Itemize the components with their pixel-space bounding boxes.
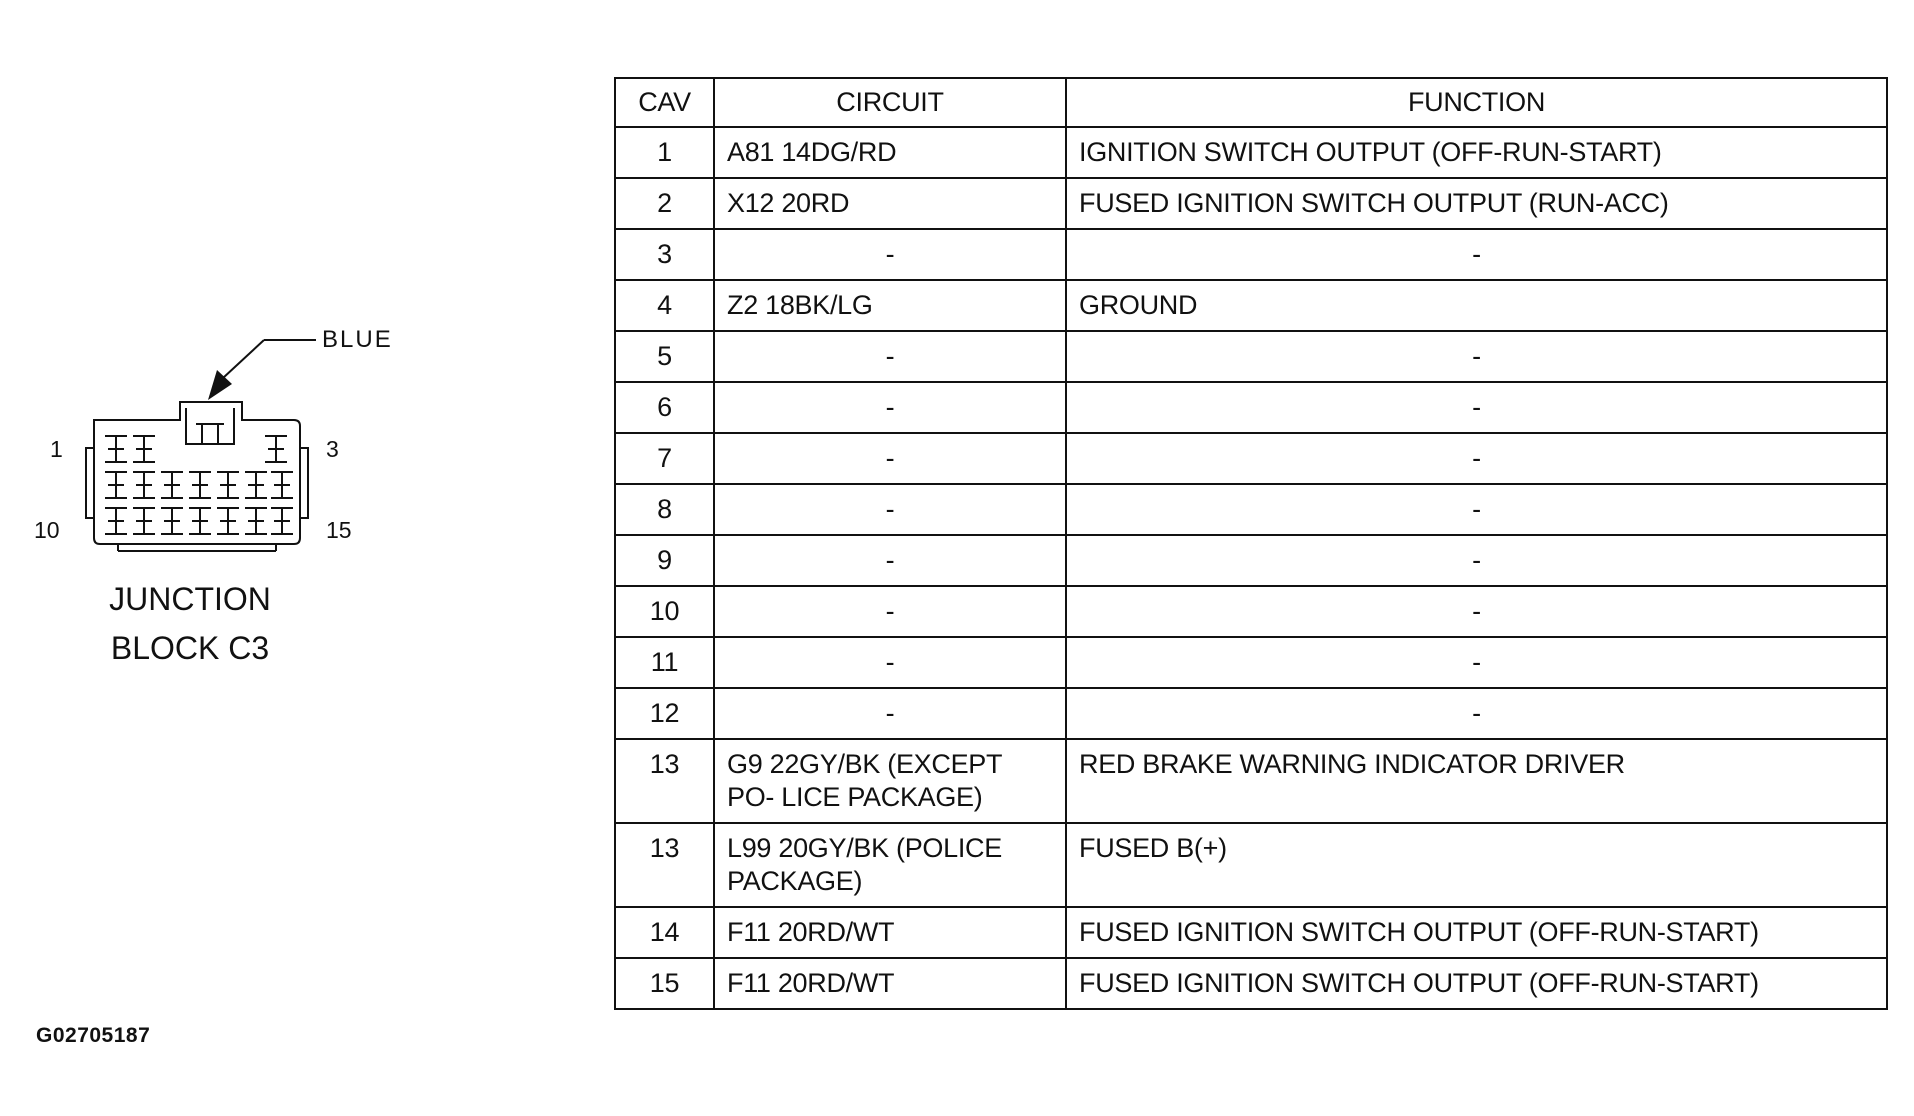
circuit-cell: - (714, 484, 1066, 535)
cav-cell: 1 (615, 127, 714, 178)
pin-label-1: 1 (50, 436, 63, 462)
circuit-cell: - (714, 688, 1066, 739)
function-cell: - (1066, 433, 1887, 484)
cav-cell: 5 (615, 331, 714, 382)
circuit-cell: F11 20RD/WT (714, 907, 1066, 958)
callout-arrow-head (208, 370, 232, 400)
table-row (615, 637, 1887, 688)
cav-cell: 2 (615, 178, 714, 229)
cav-cell: 7 (615, 433, 714, 484)
cav-cell: 4 (615, 280, 714, 331)
table-row (615, 907, 1887, 958)
cav-cell: 14 (615, 907, 714, 958)
pin-label-10: 10 (34, 517, 60, 543)
table-row (615, 331, 1887, 382)
function-cell: FUSED IGNITION SWITCH OUTPUT (RUN-ACC) (1066, 178, 1887, 229)
cavity-terminal (133, 436, 155, 462)
header-circuit: CIRCUIT (714, 78, 1066, 127)
cavity-terminal (105, 436, 127, 462)
function-cell: - (1066, 331, 1887, 382)
figure-id: G02705187 (36, 1024, 151, 1047)
circuit-cell: Z2 18BK/LG (714, 280, 1066, 331)
cavity-terminal (161, 472, 183, 498)
connector-name-line2: BLOCK C3 (110, 630, 270, 666)
circuit-cell: - (714, 229, 1066, 280)
function-cell: - (1066, 688, 1887, 739)
table-row (615, 433, 1887, 484)
cavity-terminal (133, 472, 155, 498)
cav-cell: 9 (615, 535, 714, 586)
function-cell: FUSED IGNITION SWITCH OUTPUT (OFF-RUN-START) (1066, 907, 1887, 958)
cavity-terminal (105, 472, 127, 498)
table-row (615, 484, 1887, 535)
table-row (615, 958, 1887, 1009)
cav-cell: 10 (615, 586, 714, 637)
cavity-terminal (271, 508, 293, 534)
connector-name-line1: JUNCTION (109, 581, 271, 617)
cavity-terminal (265, 436, 287, 462)
cavity-terminal (245, 508, 267, 534)
function-cell: - (1066, 229, 1887, 280)
circuit-cell: F11 20RD/WT (714, 958, 1066, 1009)
cavity-terminal (189, 508, 211, 534)
cavity-terminal (161, 508, 183, 534)
circuit-cell: L99 20GY/BK (POLICE PACKAGE) (714, 823, 1066, 907)
function-cell: - (1066, 586, 1887, 637)
cav-cell: 11 (615, 637, 714, 688)
cavity-terminal (271, 472, 293, 498)
pinout-table (614, 77, 1888, 1010)
connector-body (86, 402, 308, 551)
cavity-terminal (133, 508, 155, 534)
callout-arrow-shaft (223, 340, 264, 378)
circuit-cell: - (714, 382, 1066, 433)
function-cell: IGNITION SWITCH OUTPUT (OFF-RUN-START) (1066, 127, 1887, 178)
table-row (615, 382, 1887, 433)
function-cell: RED BRAKE WARNING INDICATOR DRIVER (1066, 739, 1887, 823)
table-row (615, 535, 1887, 586)
cavity-terminal (217, 472, 239, 498)
function-cell: GROUND (1066, 280, 1887, 331)
header-function: FUNCTION (1066, 78, 1887, 127)
circuit-cell: G9 22GY/BK (EXCEPT PO- LICE PACKAGE) (714, 739, 1066, 823)
circuit-cell: A81 14DG/RD (714, 127, 1066, 178)
function-cell: FUSED B(+) (1066, 823, 1887, 907)
connector-cavities (105, 436, 293, 534)
table-row (615, 229, 1887, 280)
pin-label-3: 3 (326, 436, 339, 462)
function-cell: - (1066, 382, 1887, 433)
function-cell: - (1066, 637, 1887, 688)
connector-diagram (20, 310, 400, 690)
cav-cell: 13 (615, 823, 714, 907)
cav-cell: 15 (615, 958, 714, 1009)
cav-cell: 13 (615, 739, 714, 823)
function-cell: - (1066, 535, 1887, 586)
table-row (615, 688, 1887, 739)
header-cav: CAV (615, 78, 714, 127)
circuit-cell: - (714, 433, 1066, 484)
circuit-cell: - (714, 586, 1066, 637)
cav-cell: 8 (615, 484, 714, 535)
table-row (615, 823, 1887, 907)
cav-cell: 12 (615, 688, 714, 739)
table-header-row (615, 78, 1887, 127)
circuit-cell: - (714, 535, 1066, 586)
cav-cell: 3 (615, 229, 714, 280)
cavity-terminal (217, 508, 239, 534)
table-row (615, 127, 1887, 178)
function-cell: FUSED IGNITION SWITCH OUTPUT (OFF-RUN-START) (1066, 958, 1887, 1009)
table-row (615, 280, 1887, 331)
table-row (615, 586, 1887, 637)
circuit-cell: - (714, 331, 1066, 382)
circuit-cell: - (714, 637, 1066, 688)
pin-label-15: 15 (326, 517, 352, 543)
cavity-terminal (189, 472, 211, 498)
table-row (615, 739, 1887, 823)
function-cell: - (1066, 484, 1887, 535)
cav-cell: 6 (615, 382, 714, 433)
circuit-cell: X12 20RD (714, 178, 1066, 229)
cavity-terminal (105, 508, 127, 534)
table-row (615, 178, 1887, 229)
cavity-terminal (245, 472, 267, 498)
connector-color-label: BLUE (322, 326, 393, 353)
